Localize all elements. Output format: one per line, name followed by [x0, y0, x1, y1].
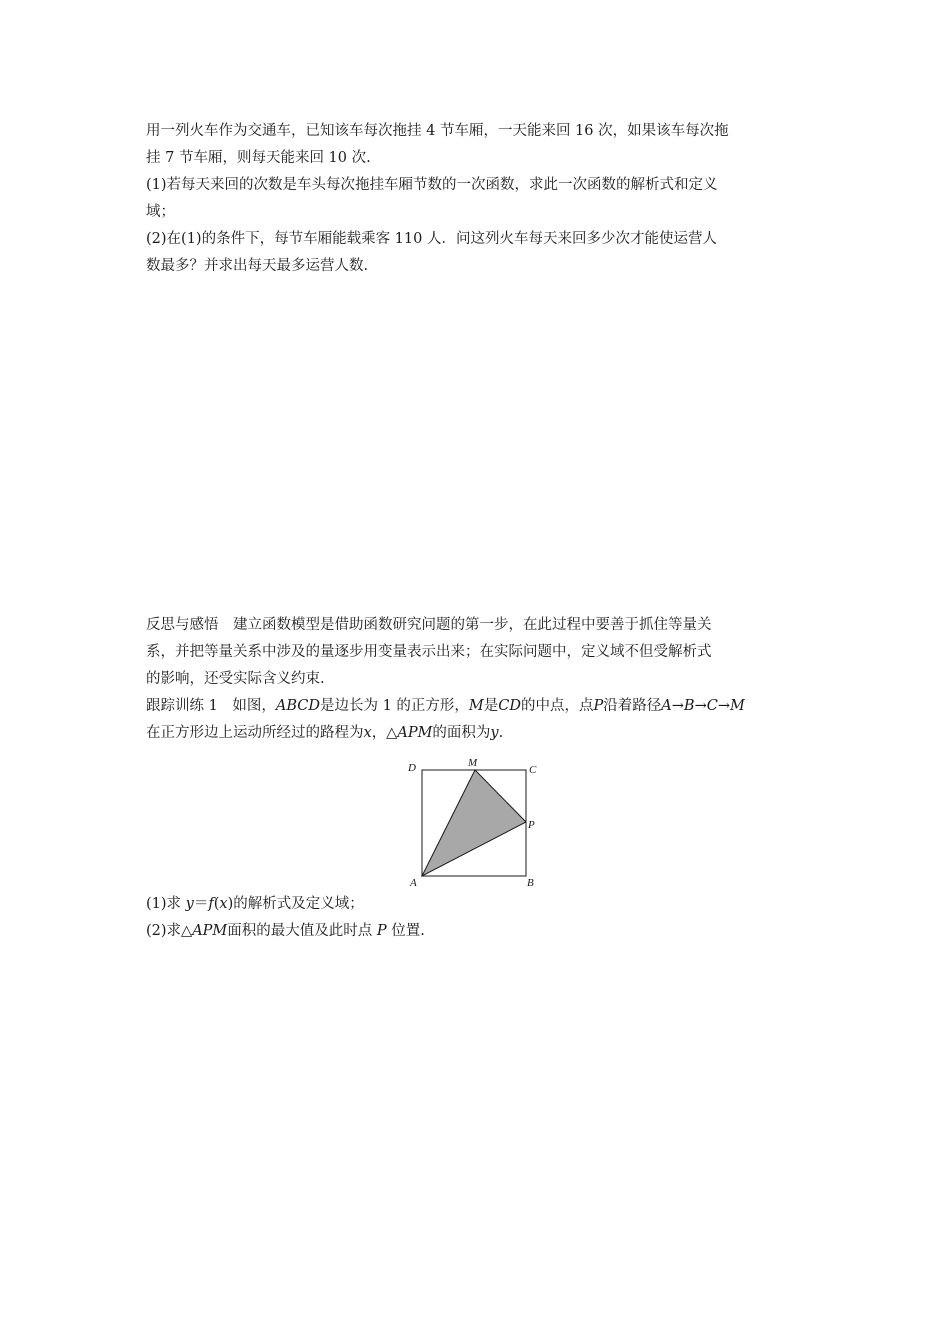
- training-text: 是: [483, 698, 499, 714]
- training-question-1: [146, 891, 808, 918]
- var-m: M: [468, 698, 484, 714]
- training-question-2: [146, 918, 808, 945]
- question-1-line-1: (1)若每天来回的次数是车头每次拖挂车厢节数的一次函数，求此一次函数的解析式和定义: [146, 177, 718, 193]
- var-x: x: [219, 896, 228, 912]
- problem-line-2: 挂 7 节车厢，则每天能来回 10 次.: [146, 150, 371, 166]
- reflection-line-1: 反思与感悟 建立函数模型是借助函数研究问题的第一步，在此过程中要善于抓住等量关: [146, 617, 712, 633]
- var-x: x: [363, 725, 372, 741]
- training-line-1: [146, 693, 808, 720]
- training-exercise: [146, 693, 808, 747]
- var-y: y: [185, 896, 194, 912]
- question-2-line-2: 数最多？并求出每天最多运营人数.: [146, 258, 369, 274]
- arrow-icon: →: [694, 698, 707, 714]
- question-text: (: [213, 896, 220, 912]
- training-text: ，△: [371, 725, 398, 741]
- label-d: D: [408, 762, 416, 774]
- label-a: A: [410, 877, 417, 889]
- var-y: y: [490, 725, 499, 741]
- var-p: P: [593, 698, 604, 714]
- triangle-apm: [422, 770, 526, 876]
- training-text: 是边长为 1 的正方形，: [319, 698, 469, 714]
- question-text: 位置.: [386, 923, 425, 939]
- question-text: (1)求: [146, 896, 186, 912]
- problem-line-1: 用一列火车作为交通车，已知该车每次拖挂 4 节车厢，一天能来回 16 次，如果该车每次拖: [146, 123, 729, 139]
- reflection-paragraph: [146, 612, 808, 693]
- training-lead: 跟踪训练 1 如图，: [146, 698, 276, 714]
- arrow-icon: →: [671, 698, 684, 714]
- question-1-line-2: 域；: [146, 204, 175, 220]
- var-cd: CD: [498, 698, 522, 714]
- arrow-icon: →: [717, 698, 730, 714]
- reflection-line-3: 的影响，还受实际含义约束.: [146, 671, 325, 687]
- label-m: M: [468, 757, 478, 769]
- question-2-line-1: (2)在(1)的条件下，每节车厢能载乘客 110 人．问这列火车每天来回多少次才能使运营人: [146, 231, 717, 247]
- var-apm: APM: [397, 725, 433, 741]
- training-questions: [146, 891, 808, 945]
- training-text: 的面积为: [432, 725, 491, 741]
- question-text: 面积的最大值及此时点: [227, 923, 377, 939]
- reflection-line-2: 系，并把等量关系中涉及的量逐步用变量表示出来；在实际问题中，定义域不但受解析式: [146, 644, 712, 660]
- path-m: M: [730, 698, 745, 714]
- label-b: B: [527, 877, 534, 889]
- var-p: P: [376, 923, 387, 939]
- training-text: 的中点，点: [521, 698, 594, 714]
- training-line-2: [146, 720, 808, 747]
- training-text: .: [498, 725, 504, 741]
- var-f: f: [208, 896, 214, 912]
- question-text: (2)求△: [146, 923, 193, 939]
- path-a: A: [661, 698, 672, 714]
- label-c: C: [529, 764, 537, 776]
- training-text: 在正方形边上运动所经过的路程为: [146, 725, 364, 741]
- label-p: P: [528, 819, 535, 831]
- var-apm: APM: [192, 923, 228, 939]
- question-text: )的解析式及定义域；: [227, 896, 364, 912]
- training-text: 沿着路径: [603, 698, 662, 714]
- path-b: B: [683, 698, 695, 714]
- square-figure: [396, 756, 556, 890]
- question-text: ＝: [193, 896, 209, 912]
- var-abcd: ABCD: [275, 698, 320, 714]
- problem-statement: [146, 118, 808, 280]
- path-c: C: [706, 698, 718, 714]
